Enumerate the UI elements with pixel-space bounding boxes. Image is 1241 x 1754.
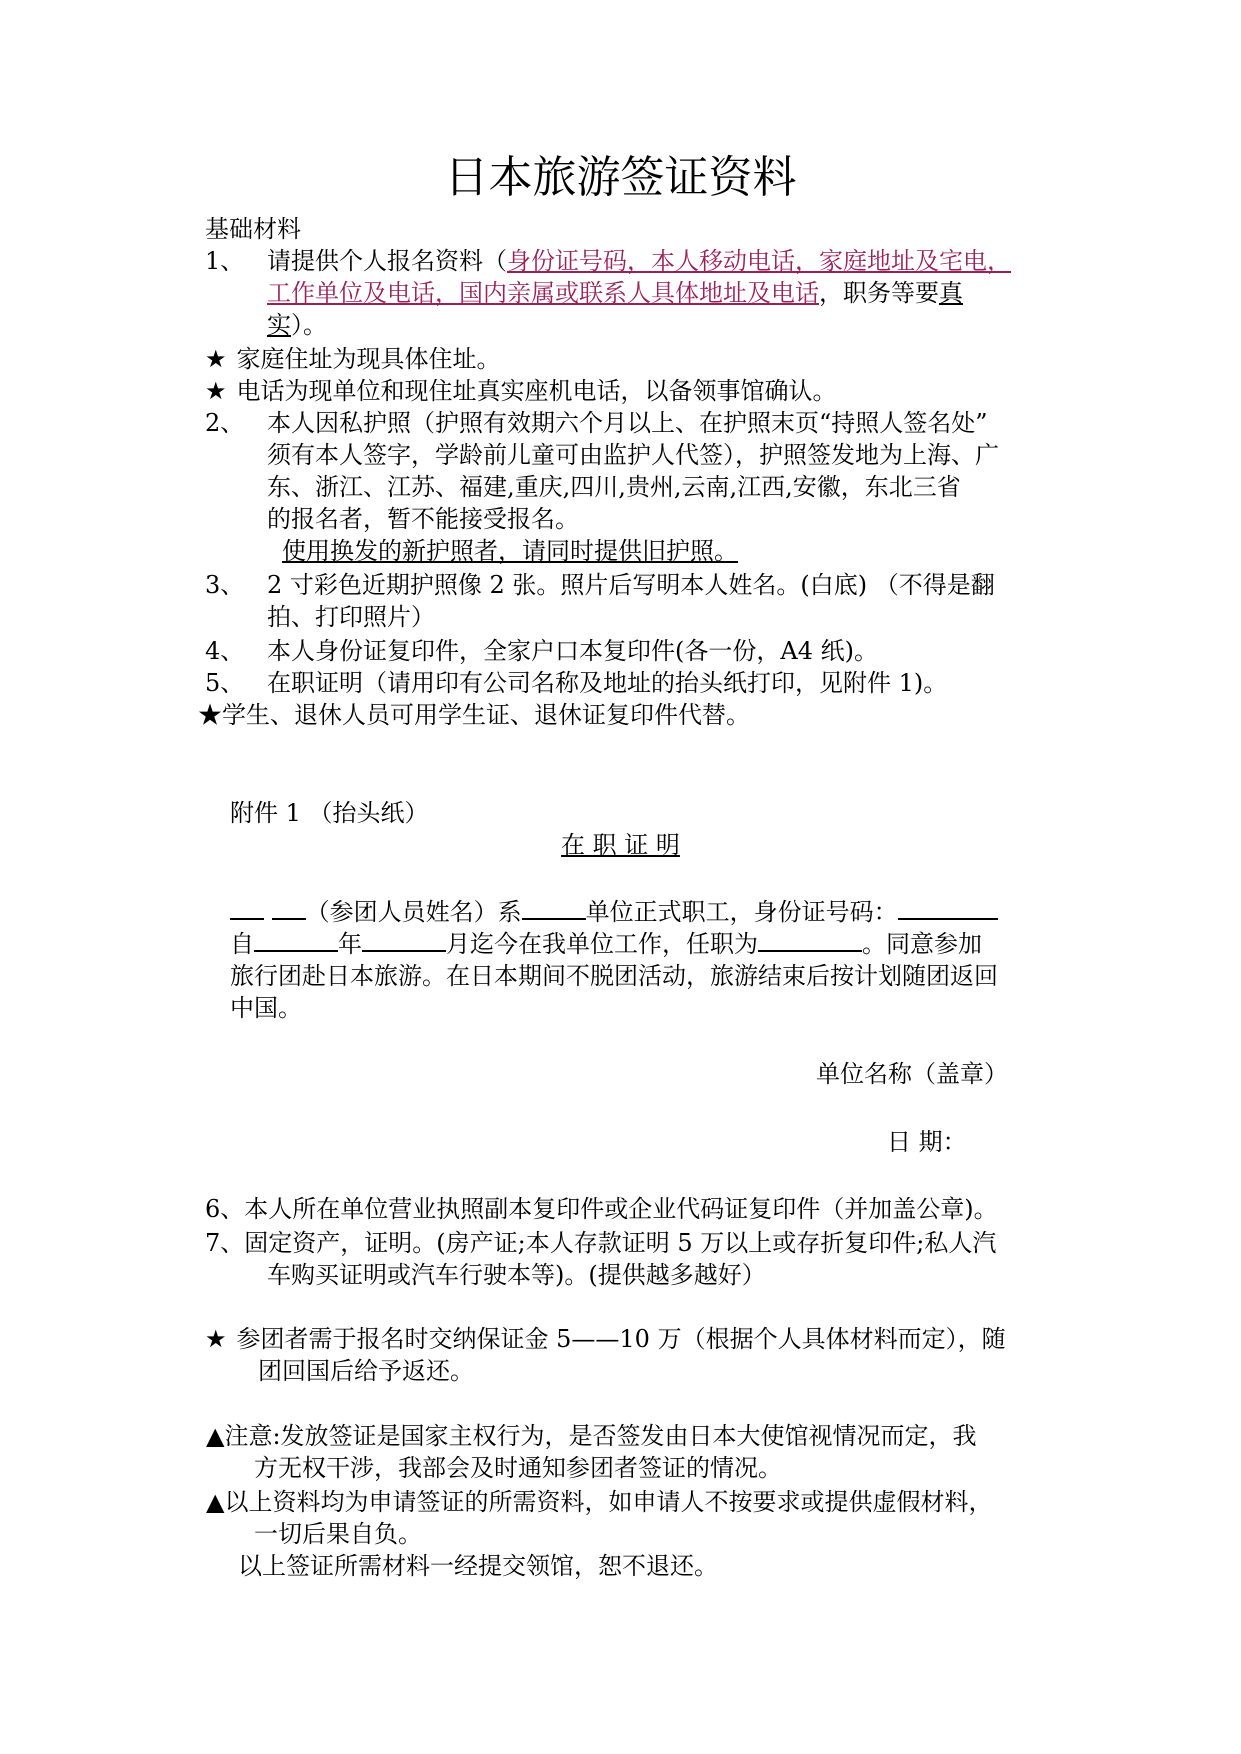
item-4: 4、 本人身份证复印件，全家户口本复印件(各一份，A4 纸)。 — [205, 637, 878, 665]
note-2-line-1: ▲以上资料均为申请签证的所需资料，如申请人不按要求或提供虚假材料， — [206, 1488, 993, 1516]
item-3-line-2: 拍、打印照片） — [267, 603, 435, 631]
item-2-line-5: 使用换发的新护照者，请同时提供旧护照。 — [282, 537, 738, 565]
item-3-line-1: 3、 2 寸彩色近期护照像 2 张。照片后写明本人姓名。(白底) （不得是翻 — [205, 571, 995, 599]
item-2-line-1: 2、 本人因私护照（护照有效期六个月以上、在护照末页“持照人签名处” — [205, 409, 988, 437]
star-icon: ★ — [198, 701, 222, 729]
item-7-line-1: 7、固定资产，证明。(房产证;本人存款证明 5 万以上或存折复印件;私人汽 — [205, 1229, 997, 1257]
unit-blank — [522, 896, 586, 920]
item-4-number: 4、 — [205, 637, 245, 665]
month-blank — [362, 928, 446, 952]
note-1-line-1: ▲注意:发放签证是国家主权行为，是否签发由日本大使馆视情况而定，我 — [206, 1422, 977, 1450]
attachment-label: 附件 1 （抬头纸） — [230, 799, 429, 827]
final-note: 以上签证所需材料一经提交领馆，恕不退还。 — [238, 1552, 718, 1580]
star-note-2: ★ 电话为现单位和现住址真实座机电话，以备领事馆确认。 — [205, 377, 837, 405]
section-heading: 基础材料 — [205, 215, 301, 243]
item-1-line-3: 实）。 — [267, 311, 327, 339]
item-2-line-4: 的报名者，暂不能接受报名。 — [267, 505, 579, 533]
item-2-number: 2、 — [205, 409, 245, 437]
triangle-icon: ▲ — [206, 1488, 225, 1516]
position-blank — [758, 928, 862, 952]
certificate-line-2: 自 年 月迄今在我单位工作，任职为 。同意参加 — [230, 930, 982, 958]
highlighted-text: 身份证号码，本人移动电话，家庭地址及宅电， — [507, 247, 1011, 275]
year-blank — [254, 928, 338, 952]
star-icon: ★ — [205, 377, 227, 405]
item-1-line-2: 工作单位及电话，国内亲属或联系人具体地址及电话，职务等要真 — [267, 279, 963, 307]
page-title: 日本旅游签证资料 — [444, 152, 797, 203]
item-1-line-1: 1、 请提供个人报名资料（身份证号码，本人移动电话，家庭地址及宅电， — [205, 247, 1011, 275]
item-7-line-2: 车购买证明或汽车行驶本等)。(提供越多越好） — [267, 1261, 766, 1289]
unit-name-seal: 单位名称（盖章） — [816, 1060, 1008, 1088]
note-1-line-2: 方无权干涉，我部会及时通知参团者签证的情况。 — [254, 1454, 782, 1482]
date-label: 日 期： — [887, 1128, 967, 1156]
item-2-line-2: 须有本人签字，学龄前儿童可由监护人代签），护照签发地为上海、广 — [267, 441, 999, 469]
item-6: 6、本人所在单位营业执照副本复印件或企业代码证复印件（并加盖公章)。 — [205, 1195, 998, 1223]
id-number-blank — [898, 896, 998, 920]
highlighted-text: 工作单位及电话，国内亲属或联系人具体地址及电话 — [267, 279, 819, 307]
star-note-4-line-2: 团回国后给予返还。 — [258, 1357, 474, 1385]
star-icon: ★ — [205, 345, 227, 373]
star-note-1: ★ 家庭住址为现具体住址。 — [205, 345, 501, 373]
certificate-line-1: （参团人员姓名）系 单位正式职工，身份证号码： — [230, 896, 998, 928]
item-1-number: 1、 — [205, 247, 245, 275]
star-note-4-line-1: ★ 参团者需于报名时交纳保证金 5——10 万（根据个人具体材料而定），随 — [205, 1325, 1006, 1353]
name-blank-1 — [230, 896, 264, 920]
certificate-title: 在 职 证 明 — [561, 831, 680, 859]
item-5-number: 5、 — [205, 669, 245, 697]
certificate-line-4: 中国。 — [230, 994, 302, 1022]
item-2-line-3: 东、浙江、江苏、福建,重庆,四川,贵州,云南,江西,安徽，东北三省 — [267, 473, 961, 501]
star-note-3: ★学生、退休人员可用学生证、退休证复印件代替。 — [198, 701, 750, 729]
item-3-number: 3、 — [205, 571, 245, 599]
certificate-line-3: 旅行团赴日本旅游。在日本期间不脱团活动，旅游结束后按计划随团返回 — [230, 962, 998, 990]
star-icon: ★ — [205, 1325, 227, 1353]
triangle-icon: ▲ — [206, 1422, 225, 1450]
name-blank-2 — [272, 896, 306, 920]
item-5: 5、 在职证明（请用印有公司名称及地址的抬头纸打印，见附件 1)。 — [205, 669, 948, 697]
note-2-line-2: 一切后果自负。 — [254, 1520, 422, 1548]
